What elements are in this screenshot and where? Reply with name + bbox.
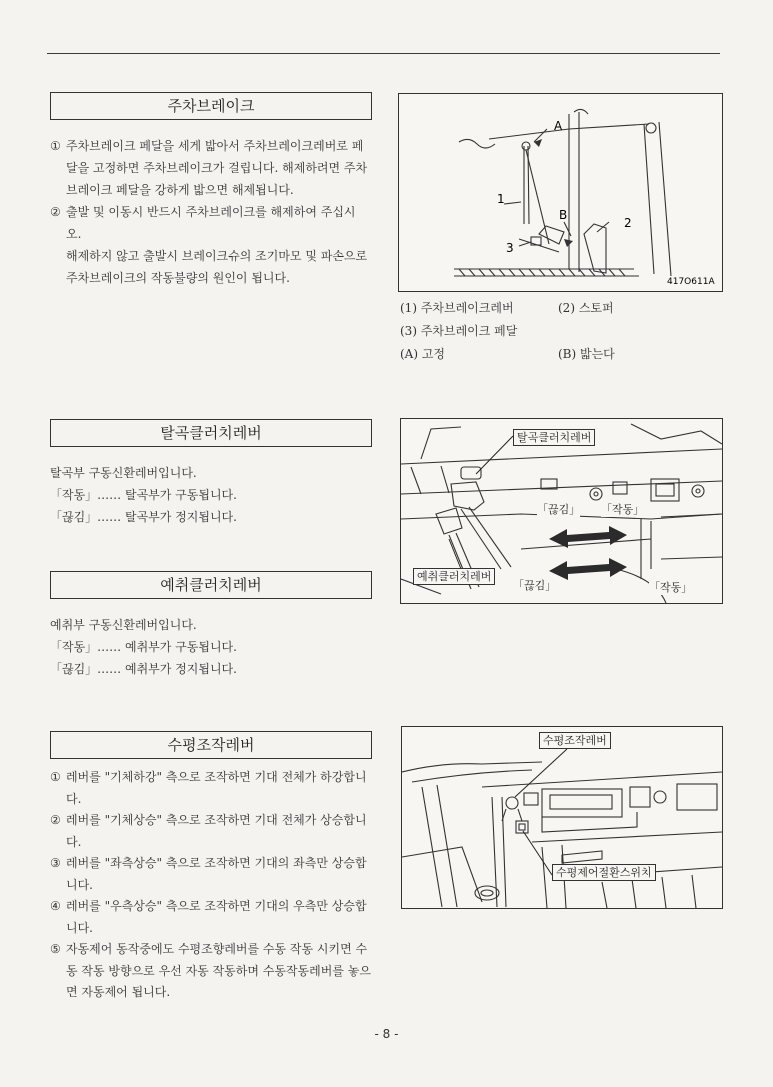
level-lever-callout: 수평조작레버 [539,732,611,749]
label-1: 1 [497,192,505,206]
threshing-clutch-callout: 탈곡클러치레버 [513,429,595,446]
label-3: 3 [506,241,514,255]
figure-code: 417O611A [667,277,715,287]
threshing-clutch-body [50,462,370,528]
clutch-lever-figure [400,418,723,604]
threshing-on-label: 「작동」 [601,503,645,516]
double-arrow-icon [549,526,627,548]
item-number: ④ [50,899,61,913]
list-item [50,810,372,853]
item-text: 주차브레이크 페달을 세게 밟아서 주차브레이크레버로 페달을 고정하면 주차브레이크가 걸립니다. 해제하려면 주차브레이크 페달을 강하게 밟으면 해제됩니다. [66,139,368,197]
list-item [50,896,372,939]
item-number: ② [50,813,61,827]
state-line: 「작동」…… 탈곡부가 구동됩니다. [50,488,237,502]
reaping-clutch-body [50,614,370,680]
level-control-body [50,767,372,1004]
list-item [50,853,372,896]
state-line: 「작동」…… 예취부가 구동됩니다. [50,640,237,654]
parking-brake-illustration [399,94,722,291]
double-arrow-icon [549,558,627,580]
item-number: ① [50,139,61,153]
caption-2: (2) 스토퍼 [558,301,614,315]
item-text: 레버를 "좌측상승" 측으로 조작하면 기대의 좌측만 상승합니다. [66,856,367,892]
list-item [50,939,372,1004]
caption-B: (B) 밟는다 [558,347,615,361]
threshing-off-label: 「끊김」 [537,503,581,516]
list-item [50,201,370,245]
figure1-captions [400,297,720,366]
item-text: 레버를 "우측상승" 측으로 조작하면 기대의 우측만 상승합니다. [66,899,367,935]
label-2: 2 [624,216,632,230]
list-item [50,767,372,810]
item-number: ② [50,205,61,219]
level-switch-callout: 수평제어절환스위치 [552,864,656,881]
section-title-threshing-clutch: 탈곡클러치레버 [50,419,372,447]
intro-text: 탈곡부 구동신환레버입니다. [50,466,197,480]
caption-A: (A) 고정 [400,347,446,361]
label-B: B [559,208,568,222]
list-item [50,135,370,201]
parking-brake-figure [398,93,723,292]
reaping-clutch-callout: 예취클러치레버 [413,568,495,585]
item-number: ⑤ [50,942,61,956]
item-text: 레버를 "기체상승" 측으로 조작하면 기대 전체가 상승합니다. [66,813,367,849]
reaping-on-label: 「작동」 [649,581,693,594]
label-A: A [554,119,563,133]
section-title-reaping-clutch: 예취클러치레버 [50,571,372,599]
parking-brake-body [50,135,370,289]
item-text: 자동제어 동작중에도 수평조향레버를 수동 작동 시키면 수동 작동 방향으로 우선 자동 작동하며 수동작동레버를 놓으면 자동제어 됩니다. [66,942,371,999]
item-text: 출발 및 이동시 반드시 주차브레이크를 해제하여 주십시오. [66,205,356,241]
level-control-figure [401,726,723,909]
state-line: 「끊김」…… 탈곡부가 정지됩니다. [50,510,237,524]
reaping-off-label: 「끊김」 [513,579,557,592]
caption-3: (3) 주차브레이크 페달 [400,324,518,338]
note-text: 해제하지 않고 출발시 브레이크슈의 조기마모 및 파손으로 주차브레이크의 작동불량의 원인이 됩니다. [66,249,368,285]
page-number: - 8 - [374,1027,399,1041]
header-rule [47,53,720,54]
state-line: 「끊김」…… 예취부가 정지됩니다. [50,662,237,676]
caption-1: (1) 주차브레이크레버 [400,301,514,315]
item-text: 레버를 "기체하강" 측으로 조작하면 기대 전체가 하강합니다. [66,770,367,806]
item-number: ③ [50,856,61,870]
item-number: ① [50,770,61,784]
section-title-level-control: 수평조작레버 [50,731,372,759]
section-title-parking-brake: 주차브레이크 [50,92,372,120]
intro-text: 예취부 구동신환레버입니다. [50,618,197,632]
